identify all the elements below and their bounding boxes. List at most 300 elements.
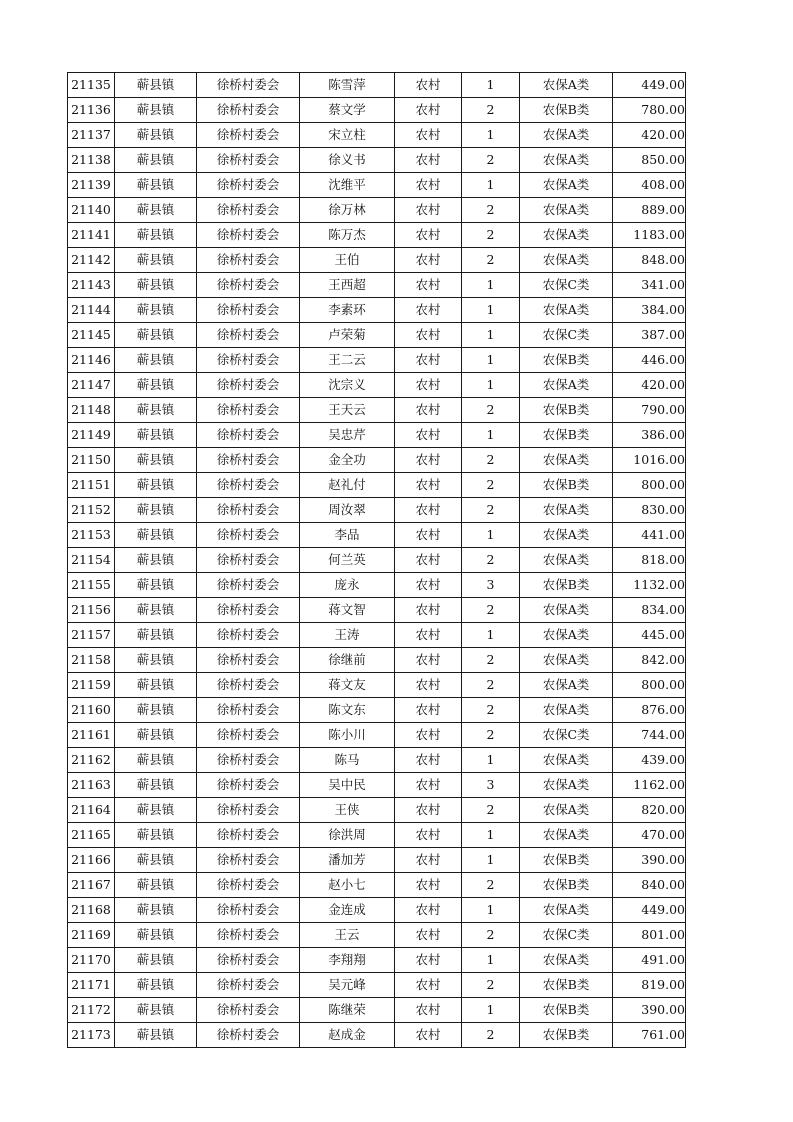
record-id-cell: 21160 <box>68 698 115 723</box>
table-row <box>68 873 686 898</box>
amount-cell: 1016.00 <box>613 448 686 473</box>
insurance-category-cell: 农保A类 <box>520 548 613 573</box>
household-count-cell: 1 <box>462 748 520 773</box>
amount-cell: 420.00 <box>613 123 686 148</box>
area-type-cell: 农村 <box>395 848 462 873</box>
area-type-cell: 农村 <box>395 898 462 923</box>
village-committee-cell: 徐桥村委会 <box>197 423 300 448</box>
area-type-cell: 农村 <box>395 773 462 798</box>
person-name-cell: 赵成金 <box>300 1023 395 1048</box>
area-type-cell: 农村 <box>395 598 462 623</box>
insurance-category-cell: 农保A类 <box>520 223 613 248</box>
household-count-cell: 1 <box>462 73 520 98</box>
amount-cell: 820.00 <box>613 798 686 823</box>
person-name-cell: 赵礼付 <box>300 473 395 498</box>
area-type-cell: 农村 <box>395 698 462 723</box>
area-type-cell: 农村 <box>395 223 462 248</box>
insurance-category-cell: 农保C类 <box>520 923 613 948</box>
table-row <box>68 148 686 173</box>
town-cell: 蕲县镇 <box>115 673 197 698</box>
records-body <box>68 73 686 1048</box>
insurance-category-cell: 农保A类 <box>520 523 613 548</box>
town-cell: 蕲县镇 <box>115 973 197 998</box>
table-row <box>68 898 686 923</box>
amount-cell: 818.00 <box>613 548 686 573</box>
area-type-cell: 农村 <box>395 973 462 998</box>
insurance-category-cell: 农保B类 <box>520 348 613 373</box>
village-committee-cell: 徐桥村委会 <box>197 523 300 548</box>
area-type-cell: 农村 <box>395 348 462 373</box>
village-committee-cell: 徐桥村委会 <box>197 73 300 98</box>
town-cell: 蕲县镇 <box>115 148 197 173</box>
village-committee-cell: 徐桥村委会 <box>197 398 300 423</box>
area-type-cell: 农村 <box>395 98 462 123</box>
household-count-cell: 2 <box>462 223 520 248</box>
town-cell: 蕲县镇 <box>115 398 197 423</box>
amount-cell: 780.00 <box>613 98 686 123</box>
village-committee-cell: 徐桥村委会 <box>197 148 300 173</box>
town-cell: 蕲县镇 <box>115 773 197 798</box>
table-row <box>68 573 686 598</box>
table-row <box>68 373 686 398</box>
person-name-cell: 卢荣菊 <box>300 323 395 348</box>
insurance-category-cell: 农保A类 <box>520 648 613 673</box>
person-name-cell: 潘加芳 <box>300 848 395 873</box>
person-name-cell: 陈继荣 <box>300 998 395 1023</box>
town-cell: 蕲县镇 <box>115 598 197 623</box>
household-count-cell: 2 <box>462 398 520 423</box>
table-row <box>68 823 686 848</box>
town-cell: 蕲县镇 <box>115 998 197 1023</box>
record-id-cell: 21171 <box>68 973 115 998</box>
town-cell: 蕲县镇 <box>115 248 197 273</box>
insurance-category-cell: 农保A类 <box>520 948 613 973</box>
person-name-cell: 王天云 <box>300 398 395 423</box>
household-count-cell: 1 <box>462 948 520 973</box>
household-count-cell: 1 <box>462 373 520 398</box>
town-cell: 蕲县镇 <box>115 948 197 973</box>
insurance-category-cell: 农保A类 <box>520 123 613 148</box>
town-cell: 蕲县镇 <box>115 298 197 323</box>
amount-cell: 445.00 <box>613 623 686 648</box>
table-row <box>68 123 686 148</box>
amount-cell: 386.00 <box>613 423 686 448</box>
area-type-cell: 农村 <box>395 523 462 548</box>
record-id-cell: 21154 <box>68 548 115 573</box>
amount-cell: 800.00 <box>613 673 686 698</box>
record-id-cell: 21173 <box>68 1023 115 1048</box>
town-cell: 蕲县镇 <box>115 198 197 223</box>
table-row <box>68 848 686 873</box>
household-count-cell: 3 <box>462 573 520 598</box>
record-id-cell: 21148 <box>68 398 115 423</box>
village-committee-cell: 徐桥村委会 <box>197 673 300 698</box>
insurance-category-cell: 农保B类 <box>520 1023 613 1048</box>
village-committee-cell: 徐桥村委会 <box>197 748 300 773</box>
town-cell: 蕲县镇 <box>115 898 197 923</box>
person-name-cell: 金连成 <box>300 898 395 923</box>
area-type-cell: 农村 <box>395 998 462 1023</box>
area-type-cell: 农村 <box>395 923 462 948</box>
records-table <box>67 72 686 1048</box>
town-cell: 蕲县镇 <box>115 648 197 673</box>
table-row <box>68 423 686 448</box>
table-row <box>68 223 686 248</box>
amount-cell: 408.00 <box>613 173 686 198</box>
amount-cell: 800.00 <box>613 473 686 498</box>
insurance-category-cell: 农保A类 <box>520 498 613 523</box>
person-name-cell: 陈万杰 <box>300 223 395 248</box>
amount-cell: 491.00 <box>613 948 686 973</box>
record-id-cell: 21155 <box>68 573 115 598</box>
village-committee-cell: 徐桥村委会 <box>197 798 300 823</box>
amount-cell: 761.00 <box>613 1023 686 1048</box>
area-type-cell: 农村 <box>395 948 462 973</box>
town-cell: 蕲县镇 <box>115 173 197 198</box>
household-count-cell: 1 <box>462 173 520 198</box>
table-row <box>68 398 686 423</box>
household-count-cell: 2 <box>462 723 520 748</box>
record-id-cell: 21165 <box>68 823 115 848</box>
table-row <box>68 1023 686 1048</box>
record-id-cell: 21149 <box>68 423 115 448</box>
insurance-category-cell: 农保A类 <box>520 798 613 823</box>
amount-cell: 1132.00 <box>613 573 686 598</box>
household-count-cell: 1 <box>462 323 520 348</box>
village-committee-cell: 徐桥村委会 <box>197 448 300 473</box>
area-type-cell: 农村 <box>395 123 462 148</box>
person-name-cell: 蔡文学 <box>300 98 395 123</box>
record-id-cell: 21170 <box>68 948 115 973</box>
record-id-cell: 21135 <box>68 73 115 98</box>
village-committee-cell: 徐桥村委会 <box>197 648 300 673</box>
town-cell: 蕲县镇 <box>115 623 197 648</box>
amount-cell: 390.00 <box>613 848 686 873</box>
area-type-cell: 农村 <box>395 498 462 523</box>
insurance-category-cell: 农保A类 <box>520 198 613 223</box>
record-id-cell: 21166 <box>68 848 115 873</box>
record-id-cell: 21159 <box>68 673 115 698</box>
village-committee-cell: 徐桥村委会 <box>197 1023 300 1048</box>
insurance-category-cell: 农保A类 <box>520 448 613 473</box>
table-row <box>68 798 686 823</box>
person-name-cell: 徐义书 <box>300 148 395 173</box>
village-committee-cell: 徐桥村委会 <box>197 248 300 273</box>
town-cell: 蕲县镇 <box>115 498 197 523</box>
table-row <box>68 773 686 798</box>
household-count-cell: 1 <box>462 273 520 298</box>
person-name-cell: 王伯 <box>300 248 395 273</box>
town-cell: 蕲县镇 <box>115 823 197 848</box>
village-committee-cell: 徐桥村委会 <box>197 123 300 148</box>
household-count-cell: 1 <box>462 123 520 148</box>
village-committee-cell: 徐桥村委会 <box>197 573 300 598</box>
household-count-cell: 3 <box>462 773 520 798</box>
village-committee-cell: 徐桥村委会 <box>197 848 300 873</box>
area-type-cell: 农村 <box>395 73 462 98</box>
area-type-cell: 农村 <box>395 373 462 398</box>
area-type-cell: 农村 <box>395 798 462 823</box>
amount-cell: 439.00 <box>613 748 686 773</box>
household-count-cell: 2 <box>462 198 520 223</box>
area-type-cell: 农村 <box>395 198 462 223</box>
town-cell: 蕲县镇 <box>115 123 197 148</box>
table-row <box>68 473 686 498</box>
household-count-cell: 2 <box>462 248 520 273</box>
village-committee-cell: 徐桥村委会 <box>197 373 300 398</box>
record-id-cell: 21157 <box>68 623 115 648</box>
amount-cell: 801.00 <box>613 923 686 948</box>
table-row <box>68 648 686 673</box>
record-id-cell: 21139 <box>68 173 115 198</box>
town-cell: 蕲县镇 <box>115 548 197 573</box>
person-name-cell: 沈维平 <box>300 173 395 198</box>
person-name-cell: 王侠 <box>300 798 395 823</box>
amount-cell: 744.00 <box>613 723 686 748</box>
village-committee-cell: 徐桥村委会 <box>197 598 300 623</box>
household-count-cell: 1 <box>462 898 520 923</box>
village-committee-cell: 徐桥村委会 <box>197 98 300 123</box>
amount-cell: 420.00 <box>613 373 686 398</box>
person-name-cell: 陈马 <box>300 748 395 773</box>
insurance-category-cell: 农保A类 <box>520 698 613 723</box>
person-name-cell: 庞永 <box>300 573 395 598</box>
table-row <box>68 98 686 123</box>
area-type-cell: 农村 <box>395 623 462 648</box>
record-id-cell: 21144 <box>68 298 115 323</box>
town-cell: 蕲县镇 <box>115 848 197 873</box>
amount-cell: 384.00 <box>613 298 686 323</box>
insurance-category-cell: 农保A类 <box>520 598 613 623</box>
table-row <box>68 198 686 223</box>
village-committee-cell: 徐桥村委会 <box>197 198 300 223</box>
person-name-cell: 蒋文智 <box>300 598 395 623</box>
insurance-category-cell: 农保A类 <box>520 248 613 273</box>
amount-cell: 819.00 <box>613 973 686 998</box>
household-count-cell: 2 <box>462 1023 520 1048</box>
person-name-cell: 王涛 <box>300 623 395 648</box>
record-id-cell: 21168 <box>68 898 115 923</box>
record-id-cell: 21145 <box>68 323 115 348</box>
amount-cell: 850.00 <box>613 148 686 173</box>
table-row <box>68 923 686 948</box>
amount-cell: 848.00 <box>613 248 686 273</box>
amount-cell: 790.00 <box>613 398 686 423</box>
record-id-cell: 21172 <box>68 998 115 1023</box>
amount-cell: 446.00 <box>613 348 686 373</box>
table-row <box>68 248 686 273</box>
table-row <box>68 748 686 773</box>
amount-cell: 1162.00 <box>613 773 686 798</box>
town-cell: 蕲县镇 <box>115 273 197 298</box>
person-name-cell: 王西超 <box>300 273 395 298</box>
town-cell: 蕲县镇 <box>115 98 197 123</box>
town-cell: 蕲县镇 <box>115 323 197 348</box>
village-committee-cell: 徐桥村委会 <box>197 223 300 248</box>
area-type-cell: 农村 <box>395 823 462 848</box>
household-count-cell: 2 <box>462 973 520 998</box>
village-committee-cell: 徐桥村委会 <box>197 273 300 298</box>
amount-cell: 830.00 <box>613 498 686 523</box>
insurance-category-cell: 农保B类 <box>520 98 613 123</box>
town-cell: 蕲县镇 <box>115 798 197 823</box>
town-cell: 蕲县镇 <box>115 723 197 748</box>
table-row <box>68 998 686 1023</box>
table-row <box>68 548 686 573</box>
record-id-cell: 21147 <box>68 373 115 398</box>
area-type-cell: 农村 <box>395 673 462 698</box>
household-count-cell: 1 <box>462 823 520 848</box>
area-type-cell: 农村 <box>395 648 462 673</box>
table-row <box>68 623 686 648</box>
table-row <box>68 948 686 973</box>
person-name-cell: 李品 <box>300 523 395 548</box>
person-name-cell: 吴元峰 <box>300 973 395 998</box>
person-name-cell: 吴中民 <box>300 773 395 798</box>
amount-cell: 889.00 <box>613 198 686 223</box>
town-cell: 蕲县镇 <box>115 923 197 948</box>
village-committee-cell: 徐桥村委会 <box>197 348 300 373</box>
household-count-cell: 2 <box>462 648 520 673</box>
household-count-cell: 2 <box>462 923 520 948</box>
area-type-cell: 农村 <box>395 473 462 498</box>
village-committee-cell: 徐桥村委会 <box>197 948 300 973</box>
person-name-cell: 沈宗义 <box>300 373 395 398</box>
area-type-cell: 农村 <box>395 723 462 748</box>
household-count-cell: 2 <box>462 498 520 523</box>
record-id-cell: 21167 <box>68 873 115 898</box>
amount-cell: 1183.00 <box>613 223 686 248</box>
area-type-cell: 农村 <box>395 748 462 773</box>
record-id-cell: 21137 <box>68 123 115 148</box>
record-id-cell: 21146 <box>68 348 115 373</box>
person-name-cell: 王云 <box>300 923 395 948</box>
insurance-category-cell: 农保A类 <box>520 773 613 798</box>
town-cell: 蕲县镇 <box>115 873 197 898</box>
insurance-category-cell: 农保C类 <box>520 723 613 748</box>
table-row <box>68 273 686 298</box>
record-id-cell: 21162 <box>68 748 115 773</box>
record-id-cell: 21169 <box>68 923 115 948</box>
person-name-cell: 陈雪萍 <box>300 73 395 98</box>
town-cell: 蕲县镇 <box>115 698 197 723</box>
table-row <box>68 298 686 323</box>
record-id-cell: 21156 <box>68 598 115 623</box>
insurance-category-cell: 农保A类 <box>520 373 613 398</box>
table-row <box>68 598 686 623</box>
insurance-category-cell: 农保B类 <box>520 423 613 448</box>
village-committee-cell: 徐桥村委会 <box>197 548 300 573</box>
insurance-category-cell: 农保B类 <box>520 573 613 598</box>
insurance-category-cell: 农保C类 <box>520 323 613 348</box>
insurance-category-cell: 农保A类 <box>520 173 613 198</box>
household-count-cell: 1 <box>462 623 520 648</box>
household-count-cell: 2 <box>462 698 520 723</box>
town-cell: 蕲县镇 <box>115 1023 197 1048</box>
record-id-cell: 21163 <box>68 773 115 798</box>
record-id-cell: 21141 <box>68 223 115 248</box>
record-id-cell: 21143 <box>68 273 115 298</box>
amount-cell: 470.00 <box>613 823 686 848</box>
record-id-cell: 21164 <box>68 798 115 823</box>
household-count-cell: 2 <box>462 598 520 623</box>
area-type-cell: 农村 <box>395 873 462 898</box>
area-type-cell: 农村 <box>395 298 462 323</box>
record-id-cell: 21136 <box>68 98 115 123</box>
village-committee-cell: 徐桥村委会 <box>197 923 300 948</box>
household-count-cell: 2 <box>462 798 520 823</box>
village-committee-cell: 徐桥村委会 <box>197 873 300 898</box>
insurance-category-cell: 农保B类 <box>520 998 613 1023</box>
town-cell: 蕲县镇 <box>115 73 197 98</box>
insurance-category-cell: 农保A类 <box>520 298 613 323</box>
household-count-cell: 2 <box>462 473 520 498</box>
amount-cell: 390.00 <box>613 998 686 1023</box>
town-cell: 蕲县镇 <box>115 448 197 473</box>
village-committee-cell: 徐桥村委会 <box>197 773 300 798</box>
record-id-cell: 21161 <box>68 723 115 748</box>
household-count-cell: 1 <box>462 523 520 548</box>
insurance-category-cell: 农保A类 <box>520 748 613 773</box>
record-id-cell: 21151 <box>68 473 115 498</box>
record-id-cell: 21140 <box>68 198 115 223</box>
area-type-cell: 农村 <box>395 1023 462 1048</box>
record-id-cell: 21142 <box>68 248 115 273</box>
village-committee-cell: 徐桥村委会 <box>197 623 300 648</box>
record-id-cell: 21158 <box>68 648 115 673</box>
table-row <box>68 448 686 473</box>
amount-cell: 449.00 <box>613 898 686 923</box>
insurance-category-cell: 农保A类 <box>520 73 613 98</box>
area-type-cell: 农村 <box>395 573 462 598</box>
area-type-cell: 农村 <box>395 548 462 573</box>
town-cell: 蕲县镇 <box>115 223 197 248</box>
household-count-cell: 2 <box>462 873 520 898</box>
person-name-cell: 徐继前 <box>300 648 395 673</box>
area-type-cell: 农村 <box>395 448 462 473</box>
village-committee-cell: 徐桥村委会 <box>197 898 300 923</box>
record-id-cell: 21150 <box>68 448 115 473</box>
person-name-cell: 蒋文友 <box>300 673 395 698</box>
village-committee-cell: 徐桥村委会 <box>197 998 300 1023</box>
town-cell: 蕲县镇 <box>115 573 197 598</box>
person-name-cell: 金全功 <box>300 448 395 473</box>
table-row <box>68 323 686 348</box>
town-cell: 蕲县镇 <box>115 348 197 373</box>
village-committee-cell: 徐桥村委会 <box>197 173 300 198</box>
record-id-cell: 21138 <box>68 148 115 173</box>
household-count-cell: 1 <box>462 423 520 448</box>
person-name-cell: 何兰英 <box>300 548 395 573</box>
person-name-cell: 李素环 <box>300 298 395 323</box>
person-name-cell: 李翔翔 <box>300 948 395 973</box>
insurance-category-cell: 农保A类 <box>520 823 613 848</box>
person-name-cell: 徐万林 <box>300 198 395 223</box>
insurance-category-cell: 农保B类 <box>520 973 613 998</box>
amount-cell: 449.00 <box>613 73 686 98</box>
household-count-cell: 1 <box>462 298 520 323</box>
record-id-cell: 21152 <box>68 498 115 523</box>
village-committee-cell: 徐桥村委会 <box>197 823 300 848</box>
household-count-cell: 2 <box>462 673 520 698</box>
amount-cell: 341.00 <box>613 273 686 298</box>
table-row <box>68 173 686 198</box>
area-type-cell: 农村 <box>395 323 462 348</box>
town-cell: 蕲县镇 <box>115 373 197 398</box>
household-count-cell: 2 <box>462 148 520 173</box>
household-count-cell: 1 <box>462 348 520 373</box>
table-row <box>68 348 686 373</box>
